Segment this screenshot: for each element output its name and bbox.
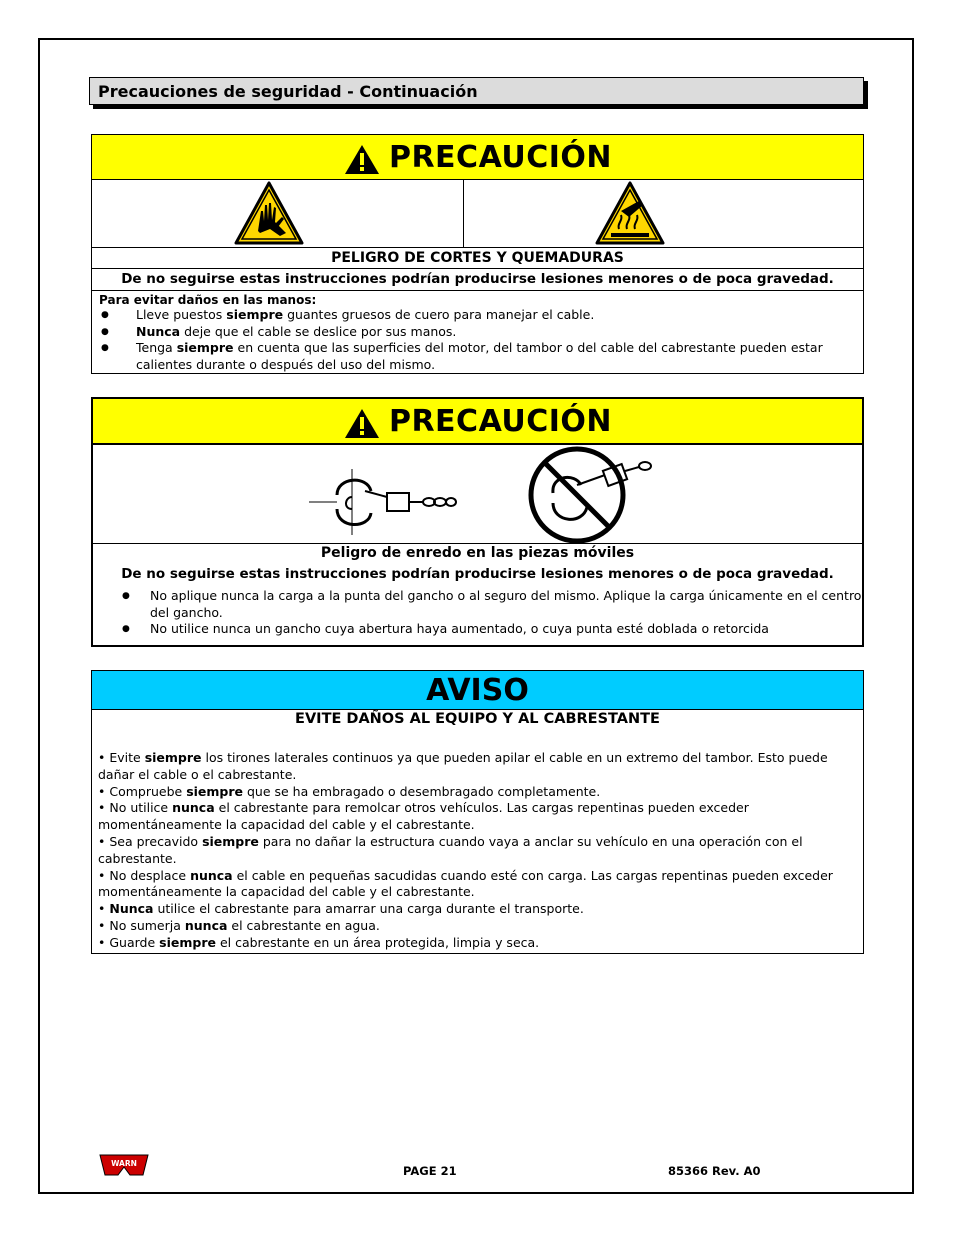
list-item: ● No utilice nunca un gancho cuya abertura haya aumentado, o cuya punta esté doblada o retorcida [93,621,862,638]
svg-text:WARN: WARN [111,1159,137,1168]
instruction-list [93,588,862,638]
picto-cell-heat [464,180,863,247]
caution-signal-bar [93,399,862,445]
hazard-title: PELIGRO DE CORTES Y QUEMADURAS [92,248,863,269]
hot-surface-warning-icon [595,181,665,245]
notice-signal-bar [92,671,863,710]
list-item: • Compruebe siempre que se ha embragado o desembragado completamente. [98,783,601,799]
notice-title: EVITE DAÑOS AL EQUIPO Y AL CABRESTANTE [295,711,660,727]
list-item: • Guarde siempre el cabrestante en un área protegida, limpia y seca. [98,934,540,950]
document-revision: 85366 Rev. A0 [668,1164,761,1178]
hazard-title: Peligro de enredo en las piezas móviles [320,545,635,561]
caution-panel-cuts-burns [91,134,864,374]
pictogram-row [92,180,863,248]
notice-panel [91,670,864,954]
list-item: • Nunca utilice el cabrestante para amarrar una carga durante el transporte. [98,901,584,917]
warn-logo [99,1153,149,1177]
consequence-statement: De no seguirse estas instrucciones podrían producirse lesiones menores o de poca gravedad. [92,269,863,291]
warning-triangle-icon [343,407,381,440]
list-item: • No desplace nunca el cable en pequeñas sacudidas cuando esté con carga. Las cargas repentinas pueden exceder momentáneamente la capacidad del cable y el cabrestante. [98,867,833,900]
instructions [92,291,863,376]
picto-cell-hand [92,180,464,247]
correct-hook-loading-icon [307,467,457,537]
instruction-list [99,307,856,373]
consequence-statement: De no seguirse estas instrucciones podrían producirse lesiones menores o de poca gravedad. [121,566,834,582]
caution-signal-word: PRECAUCIÓN [388,140,613,175]
list-item: ● No aplique nunca la carga a la punta del gancho o al seguro del mismo. Aplique la carga únicamente en el centro del gancho. [93,588,862,621]
notice-signal-word: AVISO [426,673,529,708]
list-item: ● Tenga siempre en cuenta que las superficies del motor, del tambor o del cable del cabrestante pueden estar calientes durante o después del uso del mismo. [99,340,856,373]
page-number: PAGE 21 [403,1164,457,1178]
caution-signal-bar [92,135,863,180]
caution-panel-hook [91,397,864,647]
hook-pictogram-row [93,445,862,544]
list-item: • No utilice nunca el cabrestante para remolcar otros vehículos. Las cargas repentinas pueden exceder momentáneamente la capacidad del cable y el cabrestante. [98,800,749,833]
warning-triangle-icon [343,143,381,176]
list-item: • Evite siempre los tirones laterales continuos ya que pueden apilar el cable en un extremo del tambor. Esto puede dañar el cable o el cabrestante. [98,750,828,782]
section-title: Precauciones de seguridad - Continuación [98,82,478,101]
list-item: • Sea precavido siempre para no dañar la estructura cuando vaya a anclar su vehículo en una operación con el cabrestante. [98,833,803,866]
notice-list [92,750,863,952]
list-item: ● Nunca deje que el cable se deslice por sus manos. [99,324,856,341]
hand-cut-warning-icon [234,181,304,245]
instructions-lead: Para evitar daños en las manos: [99,293,317,307]
list-item: • No sumerja nunca el cabrestante en agua. [98,917,380,933]
caution-signal-word: PRECAUCIÓN [388,404,613,439]
prohibited-hook-tip-loading-icon [523,445,658,543]
list-item: ● Lleve puestos siempre guantes gruesos de cuero para manejar el cable. [99,307,856,324]
section-header [89,77,864,105]
